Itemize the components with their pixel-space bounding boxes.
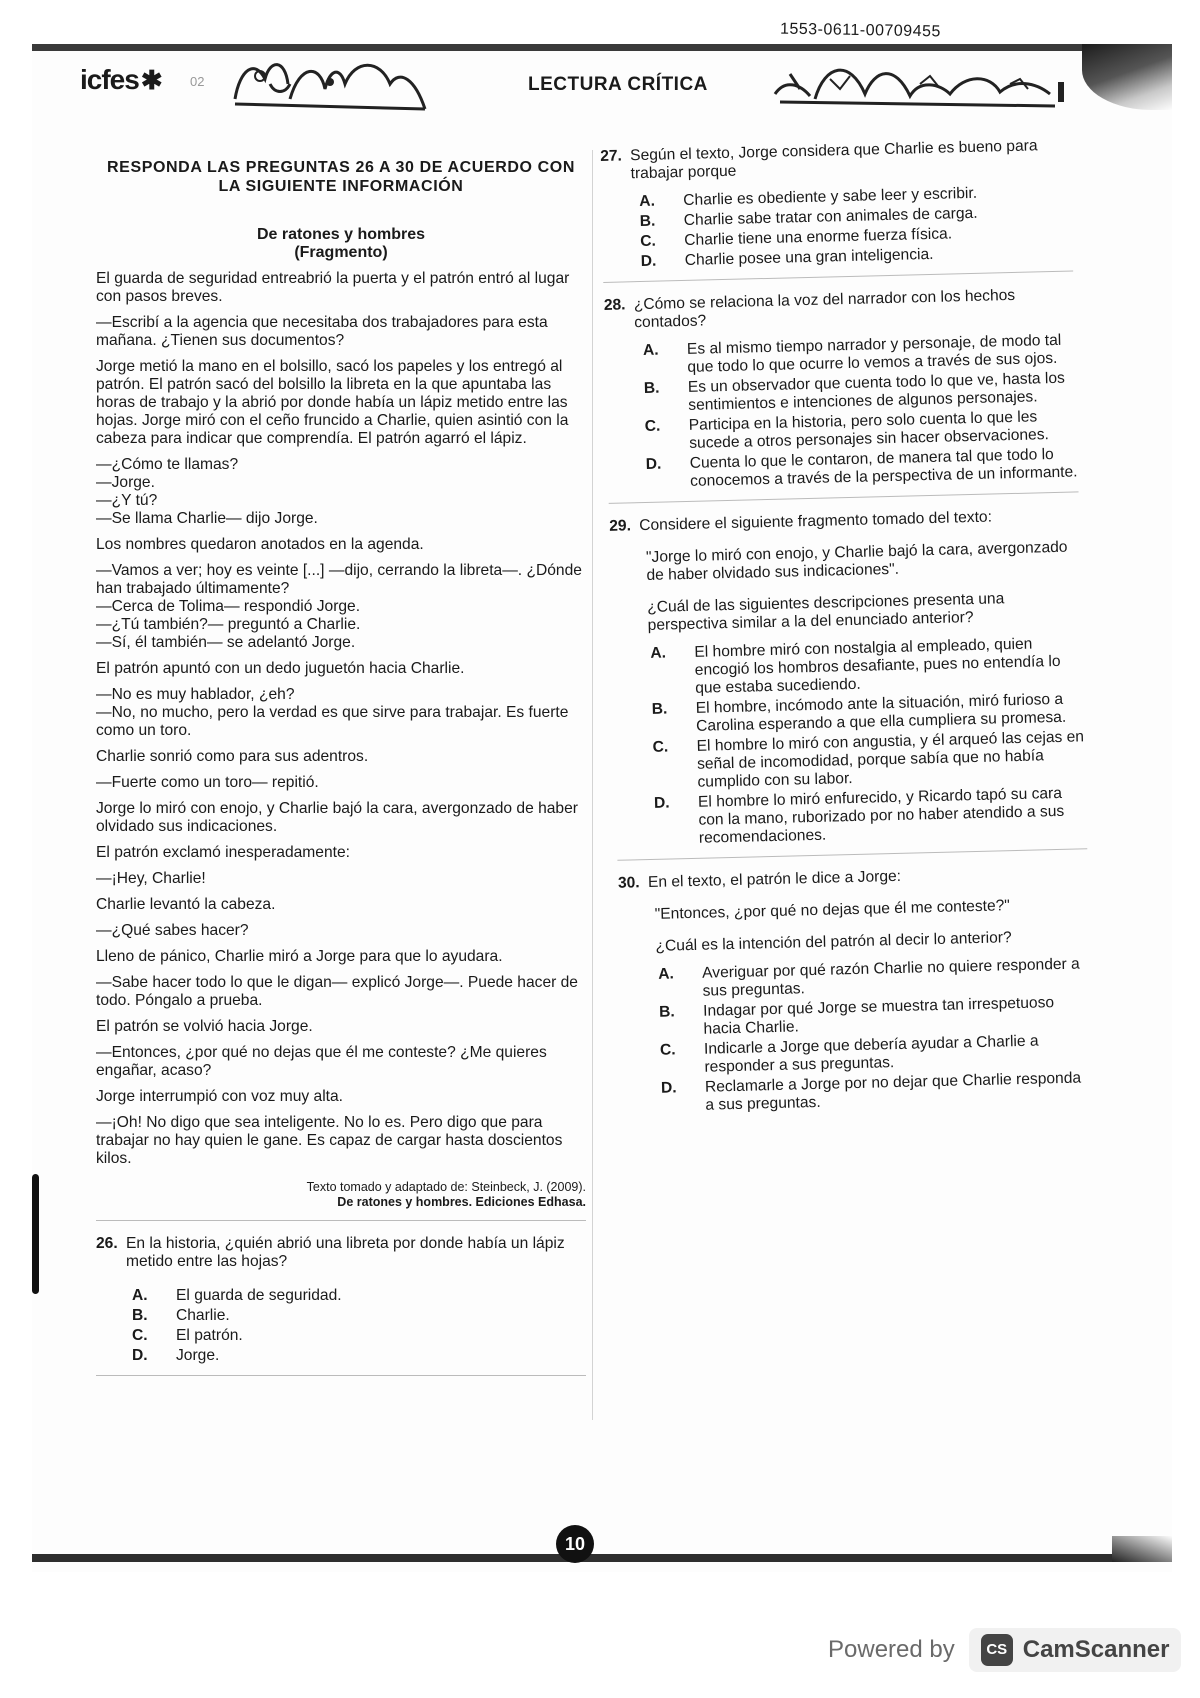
question-text: En la historia, ¿quién abrió una libreta por donde había un lápiz metido entre las hojas?	[126, 1235, 565, 1270]
answer-option[interactable]: C. Participa en la historia, pero solo cuenta lo que les sucede a otros personajes sin hacer observaciones.	[644, 408, 1050, 452]
story-paragraph: —No es muy hablador, ¿eh?	[96, 686, 295, 703]
answer-option[interactable]: A. El guarda de seguridad.	[132, 1287, 342, 1304]
divider	[96, 1220, 586, 1221]
question-number: 26.	[96, 1235, 118, 1252]
powered-by-label: Powered by	[828, 1636, 955, 1663]
answer-option[interactable]: C. Indicarle a Jorge que debería ayudar a Charlie a responder a sus preguntas.	[659, 1032, 1039, 1076]
question-28	[604, 285, 1079, 492]
page-curl-bottom	[1112, 1536, 1172, 1562]
camscanner-logo-icon: CS	[981, 1634, 1013, 1666]
quoted-fragment: "Entonces, ¿por qué no dejas que él me conteste?"	[654, 897, 1011, 923]
story-paragraph: —¿Tú también?— preguntó a Charlie.	[96, 616, 361, 633]
question-number: 28.	[603, 296, 626, 314]
question-number: 30.	[617, 874, 640, 892]
story-paragraph: —Se llama Charlie— dijo Jorge.	[96, 510, 318, 527]
decorative-drawing-left	[230, 54, 430, 114]
decorative-drawing-right	[770, 54, 1070, 114]
answer-option[interactable]: D. Charlie posee una gran inteligencia.	[640, 245, 934, 271]
story-paragraph: Jorge interrumpió con voz muy alta.	[96, 1088, 344, 1105]
answer-option[interactable]: B. Charlie.	[132, 1307, 230, 1324]
story-paragraph: —Fuerte como un toro— repitió.	[96, 774, 319, 791]
story-paragraph: El guarda de seguridad entreabrió la puerta y el patrón entró al lugar con pasos breves.	[96, 270, 570, 305]
divider	[96, 1375, 586, 1376]
story-paragraph: —¿Cómo te llamas?	[96, 456, 239, 473]
asterisk-icon: ✱	[140, 65, 162, 95]
question-text: Considere el siguiente fragmento tomado del texto:	[639, 508, 993, 535]
answer-options	[658, 955, 1094, 1116]
divider	[617, 848, 1087, 860]
story-paragraph: —¡Oh! No digo que sea inteligente. No lo es. Pero digo que para trabajar no hay quien le gane. Es capaz de cargar hasta doscientos kilos.	[96, 1114, 563, 1167]
page-curl-corner	[1082, 44, 1172, 110]
question-prompt: ¿Cuál de las siguientes descripciones presenta una perspectiva similar a la del enunciado anterior?	[647, 590, 1005, 634]
story-paragraph: —Jorge.	[96, 474, 155, 491]
question-number: 27.	[600, 147, 623, 165]
source-citation: Texto tomado y adaptado de: Steinbeck, J. (2009). De ratones y hombres. Ediciones Edhasa.	[306, 1180, 586, 1209]
story-paragraph: —Sabe hacer todo lo que le digan— explicó Jorge—. Puede hacer de todo. Póngalo a prueba.	[96, 974, 578, 1009]
story-paragraph: —¿Y tú?	[96, 492, 158, 509]
answer-option[interactable]: D. Jorge.	[132, 1347, 220, 1364]
document-code: 1553-0611-00709455	[779, 20, 941, 41]
answer-options	[643, 331, 1079, 492]
answer-option[interactable]: D. Cuenta lo que le contaron, de manera tal que todo lo conocemos a través de la perspectiva de un informante.	[645, 446, 1078, 490]
answer-option[interactable]: B. Indagar por qué Jorge se muestra tan irrespetuoso hacia Charlie.	[658, 994, 1055, 1038]
answer-option[interactable]: A. El hombre miró con nostalgia al empleado, quien encogió los hombros desafiante, pues no entendía lo que estaba sucediendo.	[650, 635, 1061, 697]
answer-option[interactable]: A. Charlie es obediente y sabe leer y escribir.	[639, 184, 978, 211]
story-paragraph: —¡Hey, Charlie!	[96, 870, 206, 887]
answer-option[interactable]: A. Averiguar por qué razón Charlie no quiere responder a sus preguntas.	[657, 955, 1080, 1000]
camscanner-brand: CamScanner	[1022, 1636, 1170, 1663]
answer-option[interactable]: C. El patrón.	[132, 1327, 243, 1344]
divider	[603, 270, 1073, 282]
right-column	[600, 137, 1094, 1119]
divider	[609, 491, 1079, 503]
story-paragraph: Jorge metió la mano en el bolsillo, sacó los papeles y los entregó al patrón. El patrón sacó del bolsillo la libreta en la que apuntaba las horas de trabajo y la abrió por donde había un lápiz metido entre las hojas. Jorge miró con el ceño fruncido a Charlie, quien asintió con la cabeza para indicar que comprendía. El patrón agarró el lápiz.	[96, 358, 569, 447]
answer-option[interactable]: C. Charlie tiene una enorme fuerza física.	[640, 225, 953, 251]
scan-left-shadow	[32, 1174, 39, 1294]
icfes-logo: icfes✱	[80, 64, 162, 95]
story-text	[96, 270, 586, 1168]
story-paragraph: —Cerca de Tolima— respondió Jorge.	[96, 598, 361, 615]
story-paragraph: El patrón se volvió hacia Jorge.	[96, 1018, 313, 1035]
story-paragraph: Charlie levantó la cabeza.	[96, 896, 276, 913]
answer-options	[132, 1287, 586, 1365]
question-text: ¿Cómo se relaciona la voz del narrador con los hechos contados?	[633, 286, 1016, 332]
story-paragraph: —Sí, él también— se adelantó Jorge.	[96, 634, 356, 651]
story-paragraph: El patrón apuntó con un dedo juguetón hacia Charlie.	[96, 660, 465, 677]
story-paragraph: —¿Qué sabes hacer?	[96, 922, 249, 939]
story-title: De ratones y hombres (Fragmento)	[256, 226, 426, 261]
column-divider	[592, 150, 593, 1420]
story-paragraph: —No, no mucho, pero la verdad es que sirve para trabajar. Es fuerte como un toro.	[96, 704, 569, 739]
story-paragraph: Charlie sonrió como para sus adentros.	[96, 748, 369, 765]
story-paragraph: —Vamos a ver; hoy es veinte [...] —dijo, cerrando la libreta—. ¿Dónde han trabajado últimamente?	[96, 562, 582, 597]
answer-option[interactable]: D. Reclamarle a Jorge por no dejar que Charlie responda a sus preguntas.	[660, 1069, 1082, 1114]
answer-option[interactable]: A. Es al mismo tiempo narrador y personaje, de modo tal que todo lo que ocurre lo vemos a través de sus ojos.	[642, 331, 1062, 376]
question-27	[600, 137, 1073, 272]
page-header	[80, 54, 1090, 124]
instructions-heading: RESPONDA LAS PREGUNTAS 26 A 30 DE ACUERDO CON LA SIGUIENTE INFORMACIÓN	[107, 159, 575, 195]
scan-top-edge	[32, 44, 1117, 51]
answer-option[interactable]: B. Charlie sabe tratar con animales de carga.	[639, 204, 978, 231]
story-paragraph: El patrón exclamó inesperadamente:	[96, 844, 350, 861]
left-column	[96, 158, 586, 1386]
question-number: 29.	[609, 517, 632, 535]
answer-option[interactable]: B. Es un observador que cuenta todo lo que ve, hasta los sentimientos e intenciones de algunos personajes.	[643, 369, 1066, 414]
story-paragraph: Lleno de pánico, Charlie miró a Jorge para que lo ayudara.	[96, 948, 503, 965]
answer-options	[650, 634, 1087, 848]
logo-number: 02	[190, 74, 205, 89]
question-prompt: ¿Cuál es la intención del patrón al decir lo anterior?	[655, 929, 1012, 955]
page-number: 10	[556, 1525, 594, 1563]
answer-option[interactable]: C. El hombre lo miró con angustia, y él arqueó las cejas en señal de incomodidad, porque sabía que no había cumplido con su labor.	[652, 728, 1085, 791]
camscanner-watermark	[828, 1628, 1181, 1672]
story-paragraph: —Escribí a la agencia que necesitaba dos trabajadores para esta mañana. ¿Tienen sus documentos?	[96, 314, 548, 349]
answer-option[interactable]: D. El hombre lo miró enfurecido, y Ricardo tapó su cara con la mano, ruborizado por no haber atendido a sus recomendaciones.	[653, 784, 1065, 847]
question-26	[96, 1235, 586, 1365]
story-paragraph: Jorge lo miró con enojo, y Charlie bajó la cara, avergonzado de haber olvidado sus indicaciones.	[96, 800, 578, 835]
quoted-fragment: "Jorge lo miró con enojo, y Charlie bajó la cara, avergonzado de haber olvidado sus indicaciones".	[645, 538, 1068, 584]
camscanner-badge	[969, 1628, 1182, 1672]
story-paragraph: Los nombres quedaron anotados en la agenda.	[96, 536, 424, 553]
question-29	[609, 506, 1087, 849]
answer-option[interactable]: B. El hombre, incómodo ante la situación, miró furioso a Carolina esperando a que ella cumpliera su promesa.	[651, 690, 1067, 735]
question-text: Según el texto, Jorge considera que Charlie es bueno para trabajar porque	[629, 137, 1038, 183]
scan-bottom-edge	[32, 1554, 1172, 1562]
subject-title: LECTURA CRÍTICA	[528, 74, 708, 95]
story-paragraph: —Entonces, ¿por qué no dejas que él me conteste? ¿Me quieres engañar, acaso?	[96, 1044, 547, 1079]
question-30	[618, 863, 1094, 1116]
question-text: En el texto, el patrón le dice a Jorge:	[647, 867, 902, 892]
answer-options	[639, 183, 1073, 272]
